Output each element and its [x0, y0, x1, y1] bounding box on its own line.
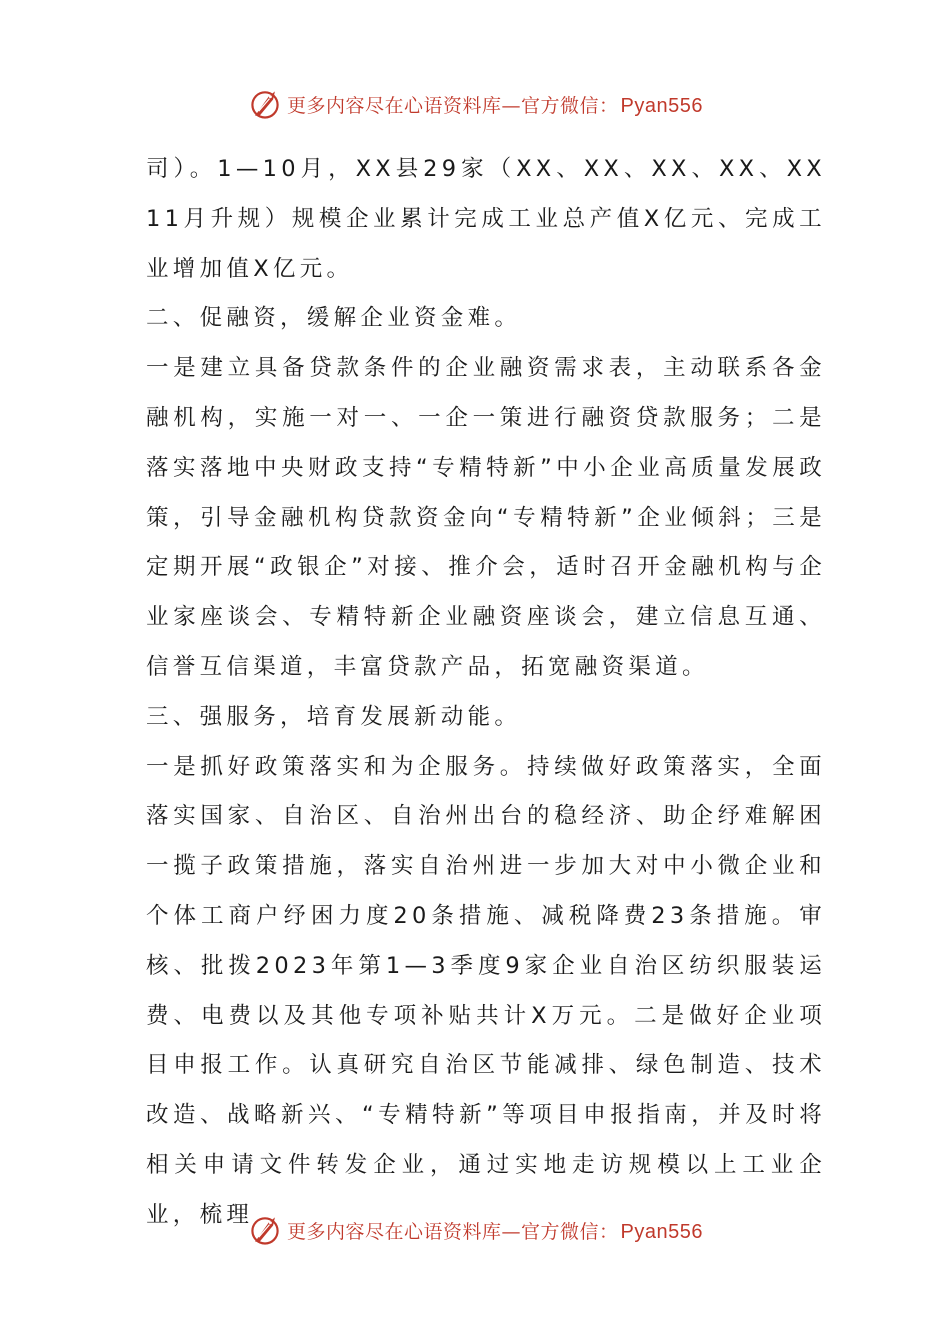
watermark-wechat-id: Pyan556	[620, 1220, 703, 1243]
paragraph-financing: 一是建立具备贷款条件的企业融资需求表，主动联系各金融机构，实施一对一、一企一策进行融资贷款服务；二是落实落地中央财政支持“专精特新”中小企业高质量发展政策，引导金融机构贷款资金向“专精特新”企业倾斜；三是定期开展“政银企”对接、推介会，适时召开金融机构与企业家座谈会、专精特新企业融资座谈会，建立信息互通、信誉互信渠道，丰富贷款产品，拓宽融资渠道。	[146, 355, 826, 680]
footer-watermark	[0, 1210, 950, 1250]
section-heading-financing: 二、促融资，缓解企业资金难。	[146, 305, 522, 332]
paragraph-services: 一是抓好政策落实和为企服务。持续做好政策落实，全面落实国家、自治区、自治州出台的稳经济、助企纾难解困一揽子政策措施，落实自治州进一步加大对中小微企业和个体工商户纾困力度20条措施、减税降费23条措施。审核、批拨2023年第1—3季度9家企业自治区纺织服装运费、电费以及其他专项补贴共计X万元。二是做好企业项目申报工作。认真研究自治区节能减排、绿色制造、技术改造、战略新兴、“专精特新”等项目申报指南，并及时将相关申请文件转发企业，通过实地走访规模以上工业企业，梳理	[146, 753, 826, 1228]
section-heading-services: 三、强服务，培育发展新动能。	[146, 703, 522, 730]
watermark-text: 更多内容尽在心语资料库—官方微信： Pyan556	[287, 94, 703, 117]
watermark-wechat-id: Pyan556	[620, 94, 703, 117]
pen-nib-logo-icon	[247, 86, 283, 122]
header-watermark	[0, 84, 950, 124]
document-body	[146, 145, 826, 1241]
watermark-text: 更多内容尽在心语资料库—官方微信： Pyan556	[287, 1220, 703, 1243]
paragraph-continuation: 司）。1—10月，XX县29家（XX、XX、XX、XX、XX11月升规）规模企业累计完成工业总产值X亿元、完成工业增加值X亿元。	[146, 156, 826, 282]
pen-nib-logo-icon	[247, 1212, 283, 1248]
